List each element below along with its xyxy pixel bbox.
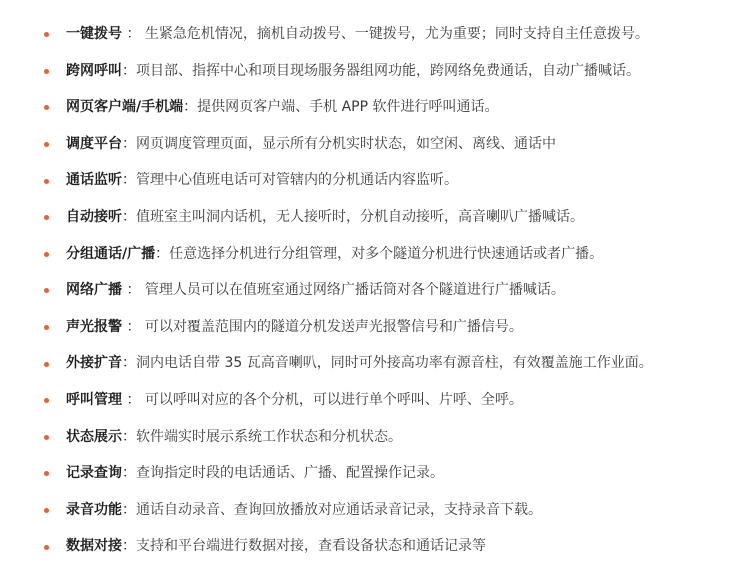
feature-description: 通话自动录音、查询回放播放对应通话录音记录，支持录音下载。: [136, 501, 542, 518]
feature-description: 生紧急危机情况，摘机自动拨号、一键拨号，尤为重要；同时支持自主任意拨号。: [144, 26, 649, 42]
feature-separator: ：: [122, 391, 145, 408]
bullet-dot-icon: [44, 435, 49, 440]
feature-separator: ：: [122, 62, 136, 79]
feature-description: 管理人员可以在值班室通过网络广播话筒对各个隧道进行广播喊话。: [144, 282, 565, 299]
feature-title: 录音功能: [66, 501, 122, 518]
bullet-dot-icon: [44, 179, 49, 184]
feature-list: [0, 16, 750, 565]
feature-separator: ：: [122, 282, 145, 299]
feature-description: 提供网页客户端、手机 APP 软件进行呼叫通话。: [197, 99, 499, 116]
feature-separator: ：: [122, 355, 136, 372]
list-item: [0, 419, 750, 456]
list-item: [0, 162, 750, 199]
bullet-dot-icon: [44, 362, 49, 367]
bullet-dot-icon: [44, 252, 49, 257]
feature-description: 任意选择分机进行分组管理，对多个隧道分机进行快速通话或者广播。: [169, 245, 604, 262]
bullet-dot-icon: [44, 398, 49, 403]
list-item: [0, 53, 750, 90]
feature-title: 分组通话/广播: [66, 245, 156, 262]
bullet-dot-icon: [44, 105, 49, 110]
bullet-dot-icon: [44, 545, 49, 550]
feature-separator: ：: [122, 135, 136, 152]
list-item: [0, 16, 750, 53]
bullet-dot-icon: [44, 142, 49, 147]
list-item: [0, 236, 750, 273]
feature-separator: ：: [183, 99, 198, 116]
feature-description: 网页调度管理页面，显示所有分机实时状态，如空闲、离线、通话中: [136, 135, 556, 152]
bullet-dot-icon: [44, 325, 49, 330]
feature-description: 查询指定时段的电话通话、广播、配置操作记录。: [136, 465, 444, 482]
bullet-dot-icon: [44, 288, 49, 293]
feature-title: 通话监听: [66, 172, 122, 189]
feature-description: 可以呼叫对应的各个分机，可以进行单个呼叫、片呼、全呼。: [144, 391, 523, 408]
bullet-dot-icon: [44, 32, 49, 37]
feature-description: 管理中心值班电话可对管辖内的分机通话内容监听。: [136, 172, 458, 189]
feature-description: 项目部、指挥中心和项目现场服务器组网功能，跨网络免费通话，自动广播喊话。: [136, 62, 640, 79]
feature-title: 调度平台: [66, 135, 122, 152]
feature-description: 值班室主叫洞内话机，无人接听时，分机自动接听，高音喇叭广播喊话。: [136, 208, 584, 225]
list-item: [0, 345, 750, 382]
feature-description: 软件端实时展示系统工作状态和分机状态。: [136, 428, 402, 445]
feature-separator: ：: [122, 26, 145, 42]
list-item: [0, 272, 750, 309]
feature-description: 可以对覆盖范围内的隧道分机发送声光报警信号和广播信号。: [144, 318, 523, 335]
feature-title: 跨网呼叫: [66, 62, 122, 79]
list-item: [0, 382, 750, 419]
list-item: [0, 199, 750, 236]
list-item: [0, 492, 750, 529]
list-item: [0, 528, 750, 565]
feature-description: 洞内电话自带 35 瓦高音喇叭，同时可外接高功率有源音柱，有效覆盖施工作业面。: [136, 355, 653, 372]
feature-description: 支持和平台端进行数据对接，查看设备状态和通话记录等: [136, 538, 486, 555]
feature-title: 记录查询: [66, 465, 122, 482]
feature-separator: ：: [122, 208, 136, 225]
feature-title: 一键拨号: [66, 26, 122, 42]
list-item: [0, 126, 750, 163]
feature-separator: ：: [122, 501, 136, 518]
list-item: [0, 89, 750, 126]
feature-title: 声光报警: [66, 318, 122, 335]
feature-title: 网络广播: [66, 282, 122, 299]
feature-title: 自动接听: [66, 208, 122, 225]
bullet-dot-icon: [44, 69, 49, 74]
feature-separator: ：: [122, 318, 145, 335]
bullet-dot-icon: [44, 471, 49, 476]
feature-separator: ：: [122, 538, 136, 555]
list-item: [0, 455, 750, 492]
feature-separator: ：: [155, 245, 170, 262]
feature-title: 网页客户端/手机端: [66, 99, 184, 116]
feature-separator: ：: [122, 465, 136, 482]
bullet-dot-icon: [44, 508, 49, 513]
feature-title: 外接扩音: [66, 355, 122, 372]
feature-title: 状态展示: [66, 428, 122, 445]
feature-separator: ：: [122, 172, 136, 189]
bullet-dot-icon: [44, 215, 49, 220]
feature-separator: ：: [122, 428, 136, 445]
list-item: [0, 309, 750, 346]
feature-title: 数据对接: [66, 538, 122, 555]
feature-title: 呼叫管理: [66, 391, 122, 408]
